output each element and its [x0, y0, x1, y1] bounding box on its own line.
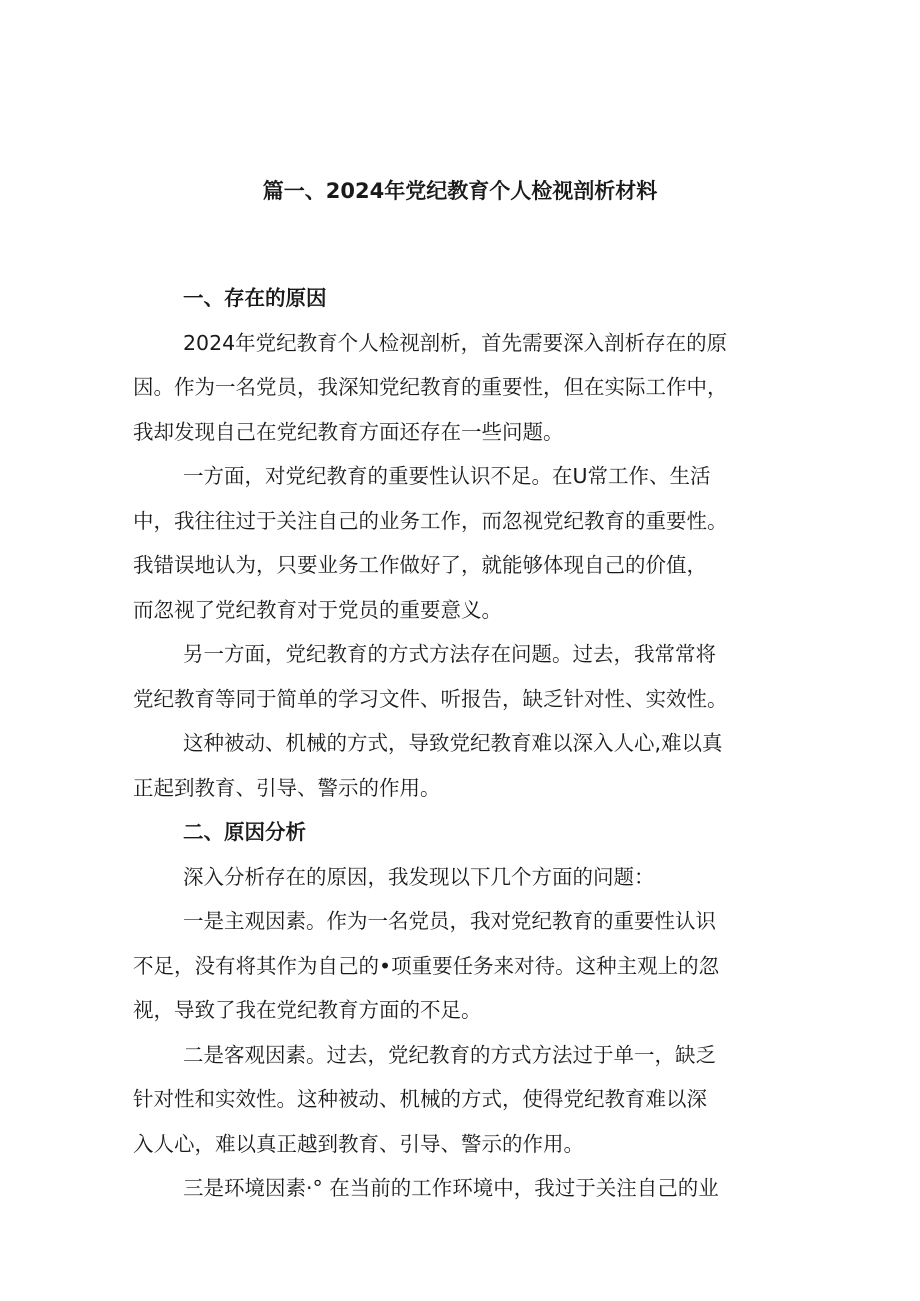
paragraph-line: 另一方面，党纪教育的方式方法存在问题。过去，我常常将	[183, 642, 716, 666]
paragraph	[133, 454, 793, 632]
paragraph	[133, 899, 793, 1033]
paragraph-line: 这种被动、机械的方式，导致党纪教育难以深入人心,难以真	[183, 731, 723, 755]
paragraph-line: 因。作为一名党员，我深知党纪教育的重要性，但在实际工作中，	[133, 375, 728, 399]
paragraph	[133, 855, 793, 900]
paragraph-line: 一是主观因素。作为一名党员，我对党纪教育的重要性认识	[183, 909, 716, 933]
paragraph-line: 视，导致了我在党纪教育方面的不足。	[133, 998, 482, 1022]
paragraph-line: 三是环境因素·° 在当前的工作环境中，我过于关注自己的业	[183, 1176, 719, 1200]
paragraph	[133, 632, 793, 721]
paragraph	[133, 321, 793, 455]
document-body	[133, 276, 793, 1211]
section-heading-2: 二、原因分析	[183, 820, 306, 844]
paragraph-line: 而忽视了党纪教育对于党员的重要意义。	[133, 597, 502, 622]
paragraph-line: 深入分析存在的原因，我发现以下几个方面的问题：	[183, 864, 655, 889]
paragraph-line: 党纪教育等同于简单的学习文件、听报告，缺乏针对性、实效性。	[133, 686, 728, 711]
paragraph-line: 针对性和实效性。这种被动、机械的方式，使得党纪教育难以深	[133, 1087, 707, 1111]
paragraph-line: 2024年党纪教育个人检视剖析，首先需要深入剖析存在的原	[183, 330, 728, 355]
paragraph-line: 入人心，难以真正越到教育、引导、警示的作用。	[133, 1131, 584, 1156]
paragraph-line: 二是客观因素。过去，党纪教育的方式方法过于单一，缺乏	[183, 1042, 716, 1067]
paragraph-line: 中，我往往过于关注自己的业务工作，而忽视党纪教育的重要性。	[133, 508, 728, 533]
paragraph-line: 我错误地认为，只要业务工作做好了，就能够体现自己的价值，	[133, 553, 707, 577]
paragraph	[133, 1166, 793, 1211]
paragraph	[133, 721, 793, 810]
paragraph-line: 我却发现自己在党纪教育方面还存在一些问题。	[133, 419, 564, 444]
paragraph-line: 正起到教育、引导、警示的作用。	[133, 775, 441, 800]
section-heading-1: 一、存在的原因	[183, 286, 327, 310]
document-title: 篇一、2024年党纪教育个人检视剖析材料	[262, 179, 658, 203]
paragraph-line: 不足，没有将其作为自己的•项重要任务来对待。这种主观上的忽	[133, 953, 720, 978]
paragraph	[133, 1033, 793, 1167]
paragraph-line: 一方面，对党纪教育的重要性认识不足。在U常工作、生活	[183, 464, 711, 488]
